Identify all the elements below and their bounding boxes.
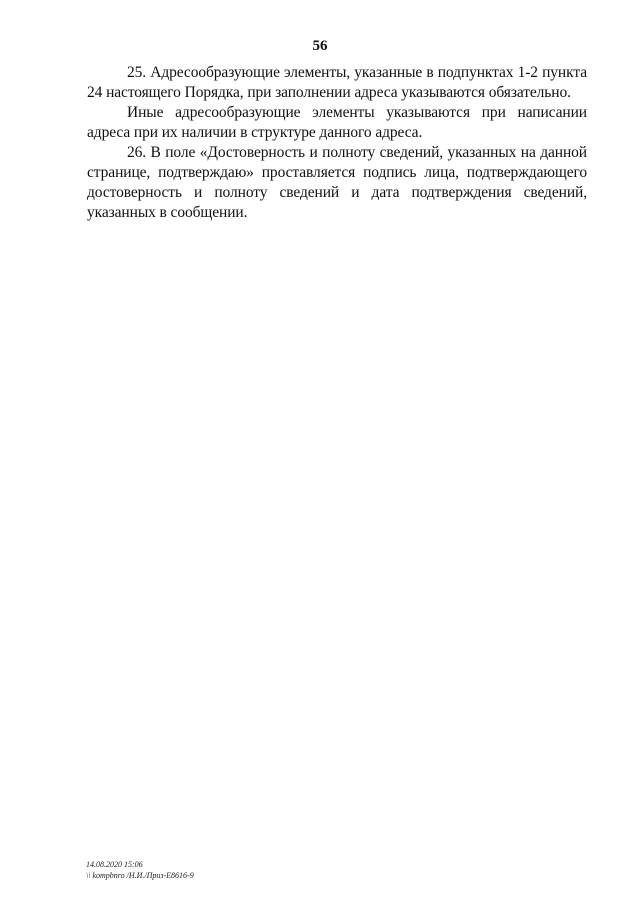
footer-file-path: \\ kompbnro /Н.И./Приз-Е8616-9	[86, 871, 194, 880]
paragraph-other-elements: Иные адресообразующие элементы указываются при написании адреса при их наличии в структуре данного адреса.	[87, 104, 587, 141]
footer-stamp	[86, 859, 194, 881]
paragraph-25: 25. Адресообразующие элементы, указанные в подпунктах 1-2 пункта 24 настоящего Порядка, при заполнении адреса указываются обязательно.	[87, 64, 587, 101]
footer-timestamp: 14.08.2020 15:06	[86, 860, 143, 869]
document-body	[87, 63, 587, 223]
paragraph-26: 26. В поле «Достоверность и полноту сведений, указанных на данной странице, подтверждаю» проставляется подпись лица, подтверждающего достоверность и полноту сведений и дата подтверждения сведений, указанных в сообщении.	[87, 144, 587, 221]
page-number: 56	[312, 38, 328, 54]
